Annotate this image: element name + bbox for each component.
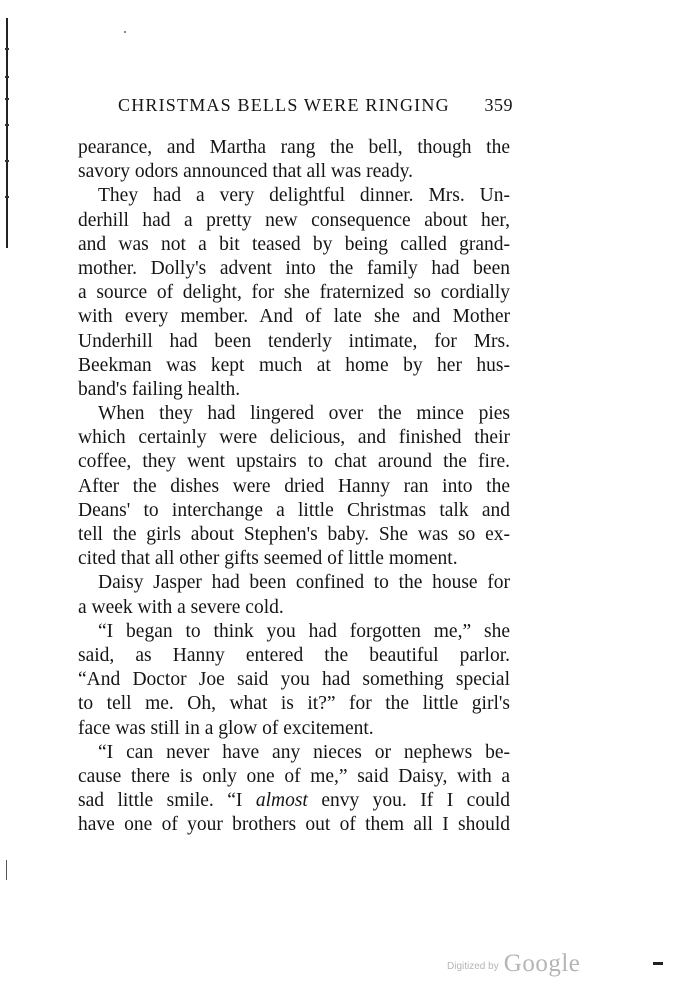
scan-edge-line-lower xyxy=(6,860,7,880)
text-line: to tell me. Oh, what is it?” for the little girl's xyxy=(78,693,510,715)
text-line: coffee, they went upstairs to chat around the fire. xyxy=(78,451,510,473)
watermark-prefix: Digitized by xyxy=(447,961,499,972)
text-line: When they had lingered over the mince pies xyxy=(98,403,510,425)
text-line: Underhill had been tenderly intimate, for Mrs. xyxy=(78,330,510,352)
text-line: Daisy Jasper had been confined to the house for xyxy=(98,572,510,594)
text-line: derhill had a pretty new consequence about her, xyxy=(78,209,510,231)
text-line: Deans' to interchange a little Christmas talk and xyxy=(78,499,510,521)
text-line: “I can never have any nieces or nephews be- xyxy=(98,741,510,763)
scan-edge-mark xyxy=(5,196,9,198)
google-watermark xyxy=(447,950,580,980)
scan-edge-mark xyxy=(5,160,9,162)
text-line: tell the girls about Stephen's baby. She was so ex- xyxy=(78,524,510,545)
running-head xyxy=(118,95,513,121)
page-number: 359 xyxy=(484,95,513,115)
scan-edge-mark xyxy=(5,98,9,100)
scan-edge-line xyxy=(6,18,8,248)
text-line: a week with a severe cold. xyxy=(78,596,284,618)
italic-emphasis: almost xyxy=(255,790,308,812)
text-line: pearance, and Martha rang the bell, though the xyxy=(78,137,510,158)
text-line: mother. Dolly's advent into the family had been xyxy=(78,257,510,279)
watermark-brand: Google xyxy=(503,950,581,977)
text-line: “I began to think you had forgotten me,” she xyxy=(98,620,510,642)
scan-speck xyxy=(124,31,126,33)
scan-edge-mark xyxy=(5,124,9,126)
text-line: face was still in a glow of excitement. xyxy=(78,717,374,739)
scan-dash xyxy=(653,962,663,965)
text-line: sad little smile. “I almost envy you. If I could xyxy=(78,790,510,812)
text-line: cited that all other gifts seemed of little moment. xyxy=(78,548,458,570)
chapter-title: CHRISTMAS BELLS WERE RINGING xyxy=(118,95,450,115)
text-line: band's failing health. xyxy=(78,378,241,400)
scan-edge-mark xyxy=(5,48,9,50)
text-line: which certainly were delicious, and finished their xyxy=(78,427,510,449)
scan-edge-mark xyxy=(5,76,9,78)
text-line: with every member. And of late she and Mother xyxy=(78,306,510,328)
text-line: After the dishes were dried Hanny ran into the xyxy=(78,475,510,497)
text-line: a source of delight, for she fraternized so cordially xyxy=(78,282,510,304)
text-line: cause there is only one of me,” said Daisy, with a xyxy=(78,765,510,787)
text-line: savory odors announced that all was ready. xyxy=(78,161,414,183)
text-line: have one of your brothers out of them all I should xyxy=(78,814,510,836)
body-text xyxy=(78,136,510,837)
text-line: “And Doctor Joe said you had something special xyxy=(78,669,510,691)
text-line: Beekman was kept much at home by her hus- xyxy=(78,354,510,376)
text-line: said, as Hanny entered the beautiful parlor. xyxy=(78,644,510,666)
text-line: They had a very delightful dinner. Mrs. Un- xyxy=(98,185,510,207)
text-line: and was not a bit teased by being called grand- xyxy=(78,233,510,255)
